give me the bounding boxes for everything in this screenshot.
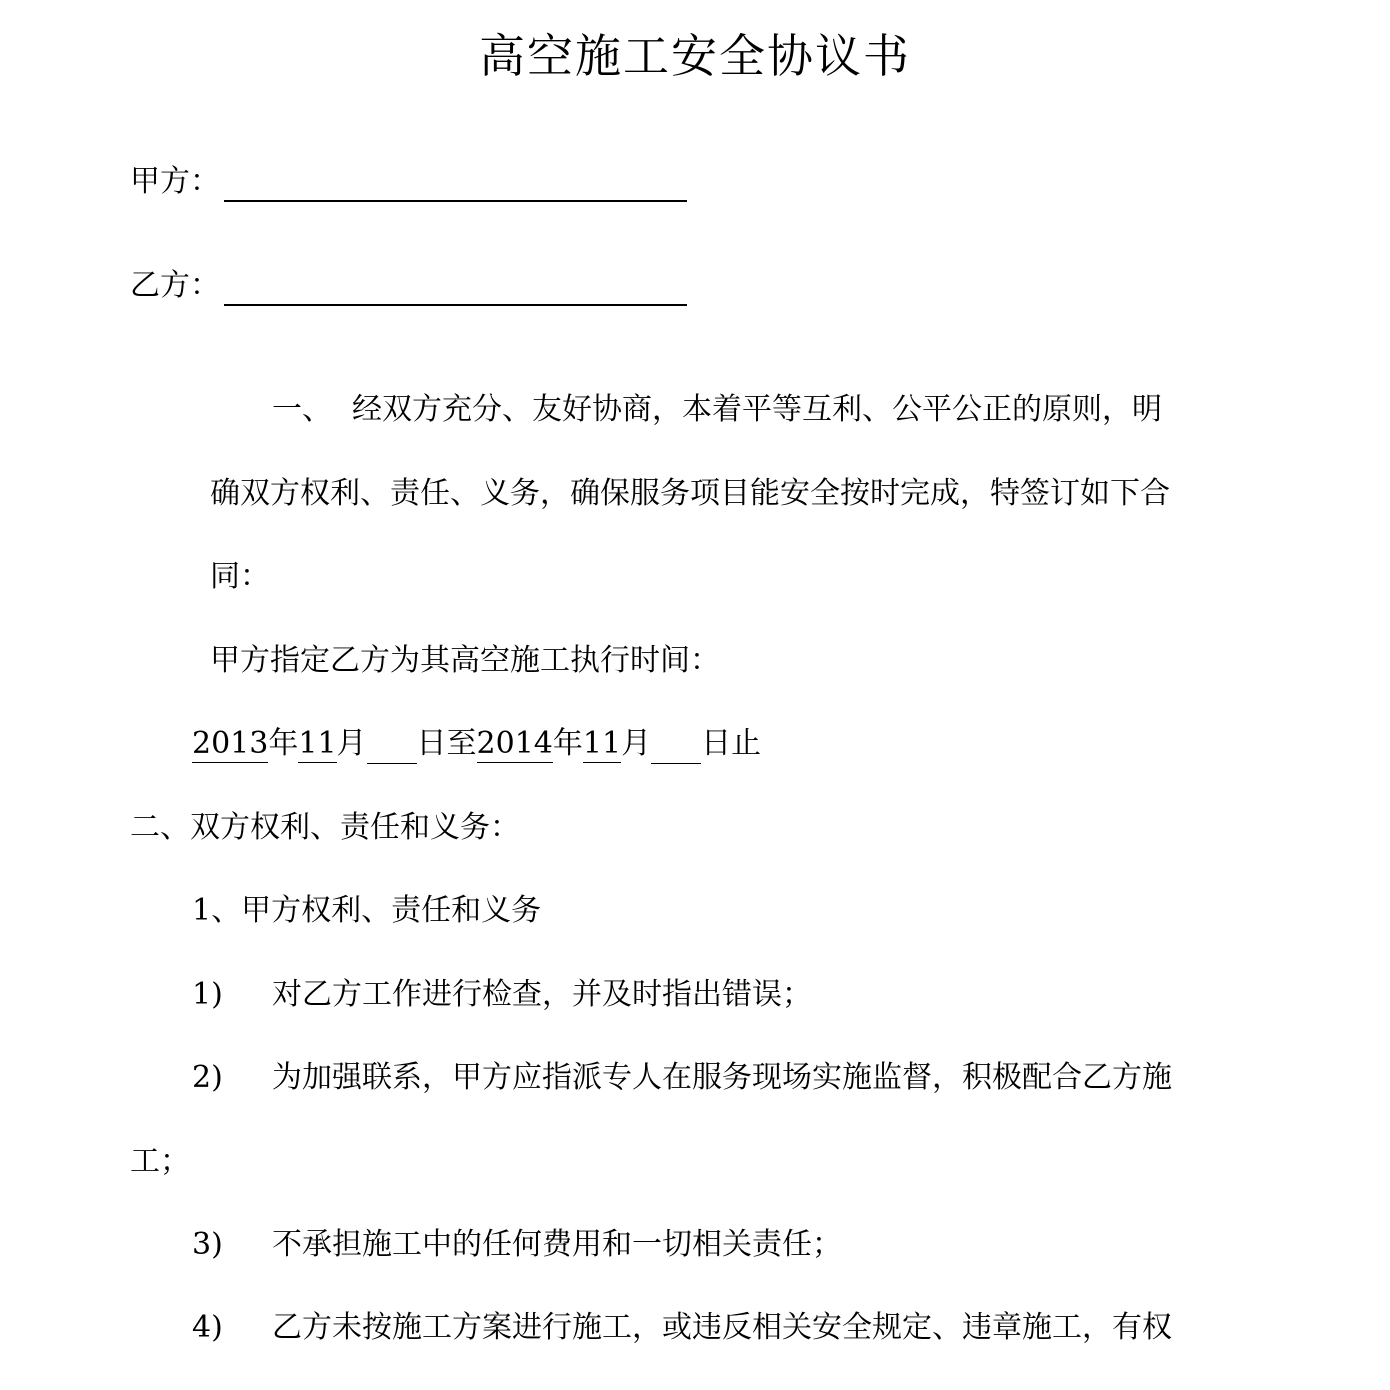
list-item-number: 2) xyxy=(192,1060,223,1095)
start-day-char: 日至 xyxy=(416,726,477,761)
period-line xyxy=(192,724,761,764)
list-item xyxy=(192,975,812,1015)
list-item-text: 不承担施工中的任何费用和一切相关责任； xyxy=(272,1227,842,1262)
section2-sub1: 1、甲方权利、责任和义务 xyxy=(192,893,542,928)
end-month-char: 月 xyxy=(621,726,652,761)
list-item-text: 为加强联系，甲方应指派专人在服务现场实施监督，积极配合乙方施 xyxy=(272,1060,1172,1095)
start-month: 11 xyxy=(298,726,337,761)
list-item xyxy=(192,1058,1172,1098)
end-year-char: 年 xyxy=(552,726,583,761)
party-b-blank[interactable] xyxy=(224,270,687,306)
section2-heading: 二、双方权利、责任和义务： xyxy=(130,810,520,845)
section1-text-line3: 同： xyxy=(210,559,270,594)
section1-text-line1: 经双方充分、友好协商，本着平等互利、公平公正的原则，明 xyxy=(352,392,1162,427)
end-day-char: 日止 xyxy=(701,726,762,761)
party-a-blank[interactable] xyxy=(224,166,687,202)
list-item xyxy=(192,1225,842,1265)
party-a-label: 甲方： xyxy=(130,164,220,199)
list-item-number: 3) xyxy=(192,1227,223,1262)
list-item-number: 1) xyxy=(192,977,223,1012)
section1-text-line2: 确双方权利、责任、义务，确保服务项目能安全按时完成，特签订如下合 xyxy=(210,476,1170,511)
end-month: 11 xyxy=(582,726,622,761)
section1-marker: 一、 xyxy=(272,392,332,427)
start-year: 2013 xyxy=(192,726,269,761)
start-month-char: 月 xyxy=(336,726,367,761)
list-item-number: 4) xyxy=(192,1310,223,1345)
section1-first-line xyxy=(272,390,1162,430)
period-intro: 甲方指定乙方为其高空施工执行时间： xyxy=(210,643,720,678)
party-b-label: 乙方： xyxy=(130,268,220,303)
list-item-text: 对乙方工作进行检查，并及时指出错误； xyxy=(272,977,812,1012)
start-year-char: 年 xyxy=(268,726,299,761)
list-item-continuation: 工； xyxy=(130,1144,190,1179)
document-title: 高空施工安全协议书 xyxy=(479,29,911,83)
end-year: 2014 xyxy=(476,726,553,761)
list-item xyxy=(192,1308,1172,1348)
end-day-blank[interactable] xyxy=(651,731,701,764)
list-item-text: 乙方未按施工方案进行施工，或违反相关安全规定、违章施工，有权 xyxy=(272,1310,1172,1345)
party-b-row xyxy=(130,266,687,306)
start-day-blank[interactable] xyxy=(367,731,417,764)
party-a-row xyxy=(130,162,687,202)
